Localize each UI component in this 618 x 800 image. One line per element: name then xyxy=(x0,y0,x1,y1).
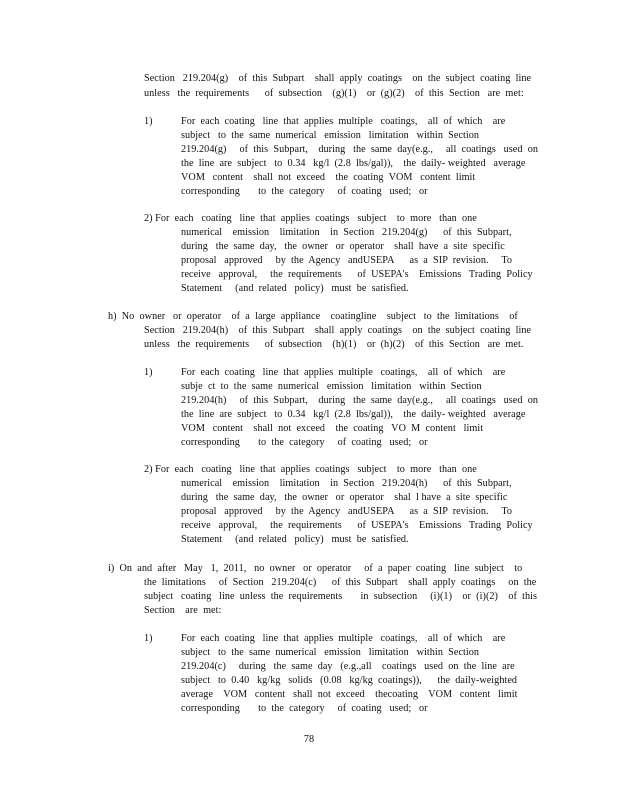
text-line: Statement (and related policy) must be satisfied. xyxy=(181,534,409,545)
text-line: corresponding to the category of coating used; or xyxy=(181,186,428,197)
text-line: subject coating line unless the requirements in subsection (i)(1) or (i)(2) of this xyxy=(144,591,538,602)
item-number: 1) xyxy=(144,633,153,644)
text-line: receive approval, the requirements of USEPA's Emissions Trading Policy xyxy=(181,269,533,280)
text-line: Statement (and related policy) must be satisfied. xyxy=(181,283,409,294)
text-line: For each coating line that applies multiple coatings, all of which are xyxy=(181,367,506,378)
text-line: subject to 0.40 kg/kg solids (0.08 kg/kg coatings)), the daily-weighted xyxy=(181,675,518,686)
text-line: VOM content shall not exceed the coating VO M content limit xyxy=(181,423,484,434)
text-line: numerical emission limitation in Section 219.204(h) of this Subpart, xyxy=(181,478,512,489)
text-line: proposal approved by the Agency andUSEPA as a SIP revision. To xyxy=(181,255,513,266)
text-line: subject to the same numerical emission limitation within Section xyxy=(181,130,480,141)
text-line: For each coating line that applies multiple coatings, all of which are xyxy=(181,116,506,127)
text-line: 2) For each coating line that applies coatings subject to more than one xyxy=(144,464,477,475)
text-line: Section 219.204(h) of this Subpart shall apply coatings on the subject coating line xyxy=(144,325,532,336)
text-line: 219.204(c) during the same day (e.g.,all coatings used on the line are xyxy=(181,661,515,672)
text-line: during the same day, the owner or operator shall have a site specific xyxy=(181,241,505,252)
text-line: unless the requirements of subsection (g)(1) or (g)(2) of this Section are met: xyxy=(144,88,524,99)
text-line: i) On and after May 1, 2011, no owner or operator of a paper coating line subject to xyxy=(108,563,523,574)
text-line: subject to the same numerical emission limitation within Section xyxy=(181,647,480,658)
text-line: VOM content shall not exceed the coating VOM content limit xyxy=(181,172,476,183)
page-number: 78 xyxy=(303,734,315,745)
item-number: 1) xyxy=(144,116,153,127)
text-line: during the same day, the owner or operator shal l have a site specific xyxy=(181,492,508,503)
text-line: proposal approved by the Agency andUSEPA as a SIP revision. To xyxy=(181,506,513,517)
text-line: the line are subject to 0.34 kg/l (2.8 lbs/gal)), the daily- weighted average xyxy=(181,409,526,420)
text-line: 219.204(g) of this Subpart, during the same day(e.g., all coatings used on xyxy=(181,144,539,155)
text-line: unless the requirements of subsection (h)(1) or (h)(2) of this Section are met. xyxy=(144,339,524,350)
text-line: corresponding to the category of coating used; or xyxy=(181,437,428,448)
text-line: the limitations of Section 219.204(c) of this Subpart shall apply coatings on the xyxy=(144,577,537,588)
text-line: h) No owner or operator of a large appliance coatingline subject to the limitations of xyxy=(108,311,518,322)
text-line: 219.204(h) of this Subpart, during the same day(e.g., all coatings used on xyxy=(181,395,539,406)
text-line: receive approval, the requirements of USEPA's Emissions Trading Policy xyxy=(181,520,533,531)
text-line: Section are met: xyxy=(144,605,222,616)
item-number: 1) xyxy=(144,367,153,378)
text-line: Section 219.204(g) of this Subpart shall apply coatings on the subject coating line xyxy=(144,73,532,84)
text-line: average VOM content shall not exceed thecoating VOM content limit xyxy=(181,689,518,700)
text-line: subje ct to the same numerical emission limitation within Section xyxy=(181,381,482,392)
text-line: For each coating line that applies multiple coatings, all of which are xyxy=(181,633,506,644)
text-line: 2) For each coating line that applies coatings subject to more than one xyxy=(144,213,477,224)
text-line: the line are subject to 0.34 kg/l (2.8 lbs/gal)), the daily- weighted average xyxy=(181,158,526,169)
text-line: corresponding to the category of coating used; or xyxy=(181,703,428,714)
text-line: numerical emission limitation in Section 219.204(g) of this Subpart, xyxy=(181,227,512,238)
